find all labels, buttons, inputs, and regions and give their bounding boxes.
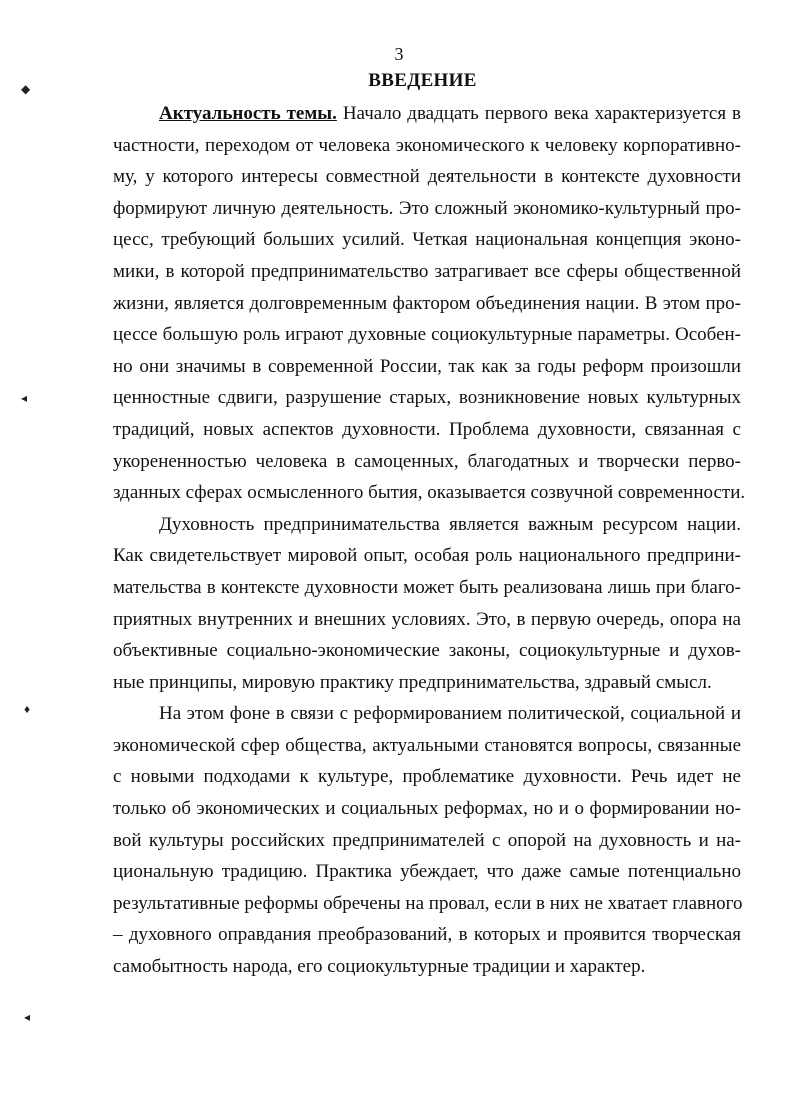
page-number: 3 [394,44,404,64]
text-line: с новыми подходами к культуре, проблематике духовности. Речь идет не [113,766,741,788]
scan-mark: ◆ [21,82,31,96]
text-line: только об экономических и социальных реформах, но и о формировании но- [113,798,741,820]
text-line: экономической сфер общества, актуальными становятся вопросы, связанные [113,734,741,756]
text-line: циональную традицию. Практика убеждает, что даже самые потенциально [113,861,741,883]
text-line: традиций, новых аспектов духовности. Проблема духовности, связанная с [113,418,741,440]
text-line: му, у которого интересы совместной деятельности в контексте духовности [113,166,741,188]
text-line: мательства в контексте духовности может быть реализована лишь при благо- [113,576,741,598]
text-line: самобытность народа, его социокультурные традиции и характер. [113,956,646,978]
scan-mark: ◂ [24,1010,31,1024]
text-line: ценностные сдвиги, разрушение старых, возникновение новых культурных [113,387,741,409]
text-line: зданных сферах осмысленного бытия, оказывается созвучной современности. [113,482,746,504]
text-line: укорененностью человека в самоценных, благодатных и творчески перво- [113,450,741,472]
scan-mark: ♦ [24,702,31,716]
text-line: результативные реформы обречены на провал, если в них не хватает главного [113,892,743,914]
text-line: цессе большую роль играют духовные социокультурные параметры. Особен- [113,324,741,346]
text-line: ные принципы, мировую практику предпринимательства, здравый смысл. [113,671,712,693]
document-body [113,98,746,983]
text-line: частности, переходом от человека экономического к человеку корпоративно- [113,134,741,156]
text-line: На этом фоне в связи с реформированием политической, социальной и [159,703,741,725]
paragraph-lead: Актуальность темы. [159,103,337,124]
text-line: но они значимы в современной России, так как за годы реформ произошли [113,355,741,377]
text-line: цесс, требующий больших усилий. Четкая национальная концепция эконо- [113,229,741,251]
text-line: приятных внутренних и внешних условиях. Это, в первую очередь, опора на [113,608,741,630]
text-line: – духовного оправдания преобразований, в которых и проявится творческая [113,924,741,946]
text-line: Как свидетельствует мировой опыт, особая роль национального предприни- [113,545,741,567]
text-line: жизни, является долговременным фактором объединения нации. В этом про- [113,292,741,314]
text-line: Актуальность темы. Начало двадцать первого века характеризуется в [159,103,741,124]
scan-mark: ◂ [21,391,28,405]
text-line: формируют личную деятельность. Это сложный экономико-культурный про- [113,197,741,219]
text-line: мики, в которой предпринимательство затрагивает все сферы общественной [113,260,741,282]
text-line: вой культуры российских предпринимателей с опорой на духовность и на- [113,829,741,851]
text-line: объективные социально-экономические законы, социокультурные и духов- [113,640,741,662]
page-title: ВВЕДЕНИЕ [368,70,477,91]
text-line: Духовность предпринимательства является важным ресурсом нации. [159,513,741,535]
